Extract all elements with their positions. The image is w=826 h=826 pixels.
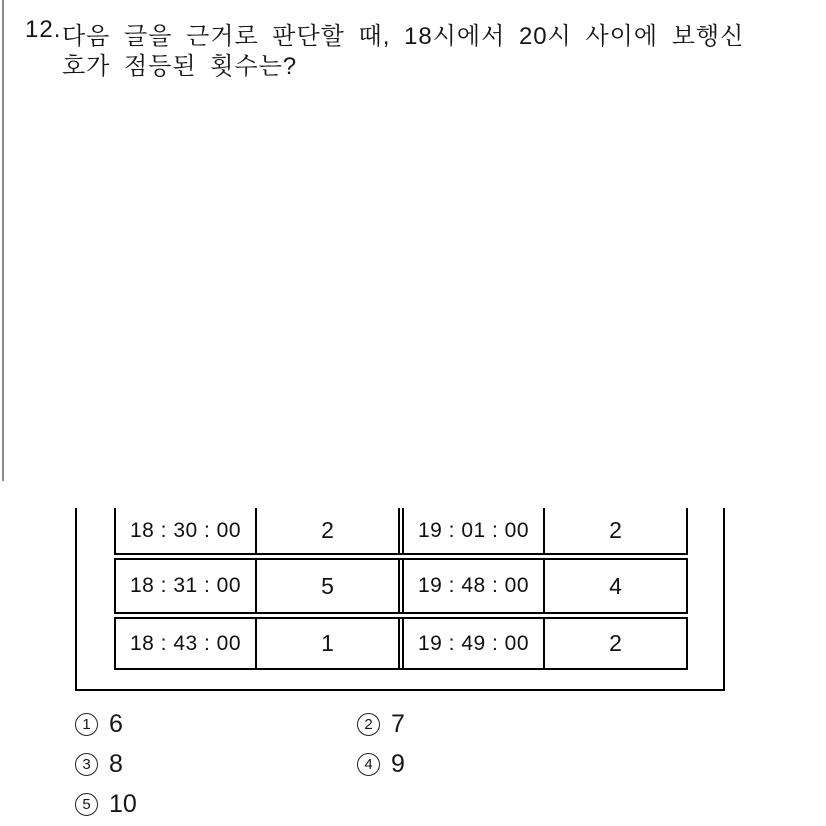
choice-circle-icon: 3 <box>75 753 98 776</box>
choice-option-5 <box>75 791 137 817</box>
table-row <box>114 558 688 614</box>
time-cell: 18 : 43 : 00 <box>114 619 257 668</box>
time-cell: 19 : 48 : 00 <box>404 560 545 612</box>
count-cell: 5 <box>321 572 334 599</box>
time-cell: 19 : 49 : 00 <box>404 619 545 668</box>
question-number: 12. <box>25 16 62 43</box>
choice-label: 8 <box>109 749 123 778</box>
choice-circle-icon: 1 <box>75 713 98 736</box>
choice-option-1 <box>75 711 123 737</box>
choice-option-3 <box>75 751 123 777</box>
choice-circle-icon: 4 <box>357 753 380 776</box>
table-row <box>114 508 688 555</box>
choice-circle-icon: 5 <box>75 793 98 816</box>
time-cell: 19 : 01 : 00 <box>404 508 545 553</box>
page-divider-line <box>2 0 4 481</box>
choice-circle-icon: 2 <box>357 713 380 736</box>
time-cell: 18 : 31 : 00 <box>114 560 257 612</box>
question-line-1: 다음 글을 근거로 판단할 때, 18시에서 20시 사이에 보행신 <box>62 23 745 50</box>
choice-option-4 <box>357 751 405 777</box>
question-line-2: 호가 점등된 횟수는? <box>62 53 298 80</box>
count-cell: 4 <box>545 560 688 612</box>
choice-label: 6 <box>109 709 123 738</box>
time-cell: 18 : 30 : 00 <box>114 508 257 553</box>
choice-label: 10 <box>109 789 137 818</box>
table-row <box>114 617 688 670</box>
choice-option-2 <box>357 711 405 737</box>
count-cell: 2 <box>545 619 688 668</box>
signal-table <box>114 508 688 670</box>
count-cell: 1 <box>321 630 334 656</box>
choice-label: 9 <box>391 749 405 778</box>
count-cell: 2 <box>321 517 334 543</box>
count-cell: 2 <box>545 508 688 553</box>
choice-label: 7 <box>391 709 405 738</box>
